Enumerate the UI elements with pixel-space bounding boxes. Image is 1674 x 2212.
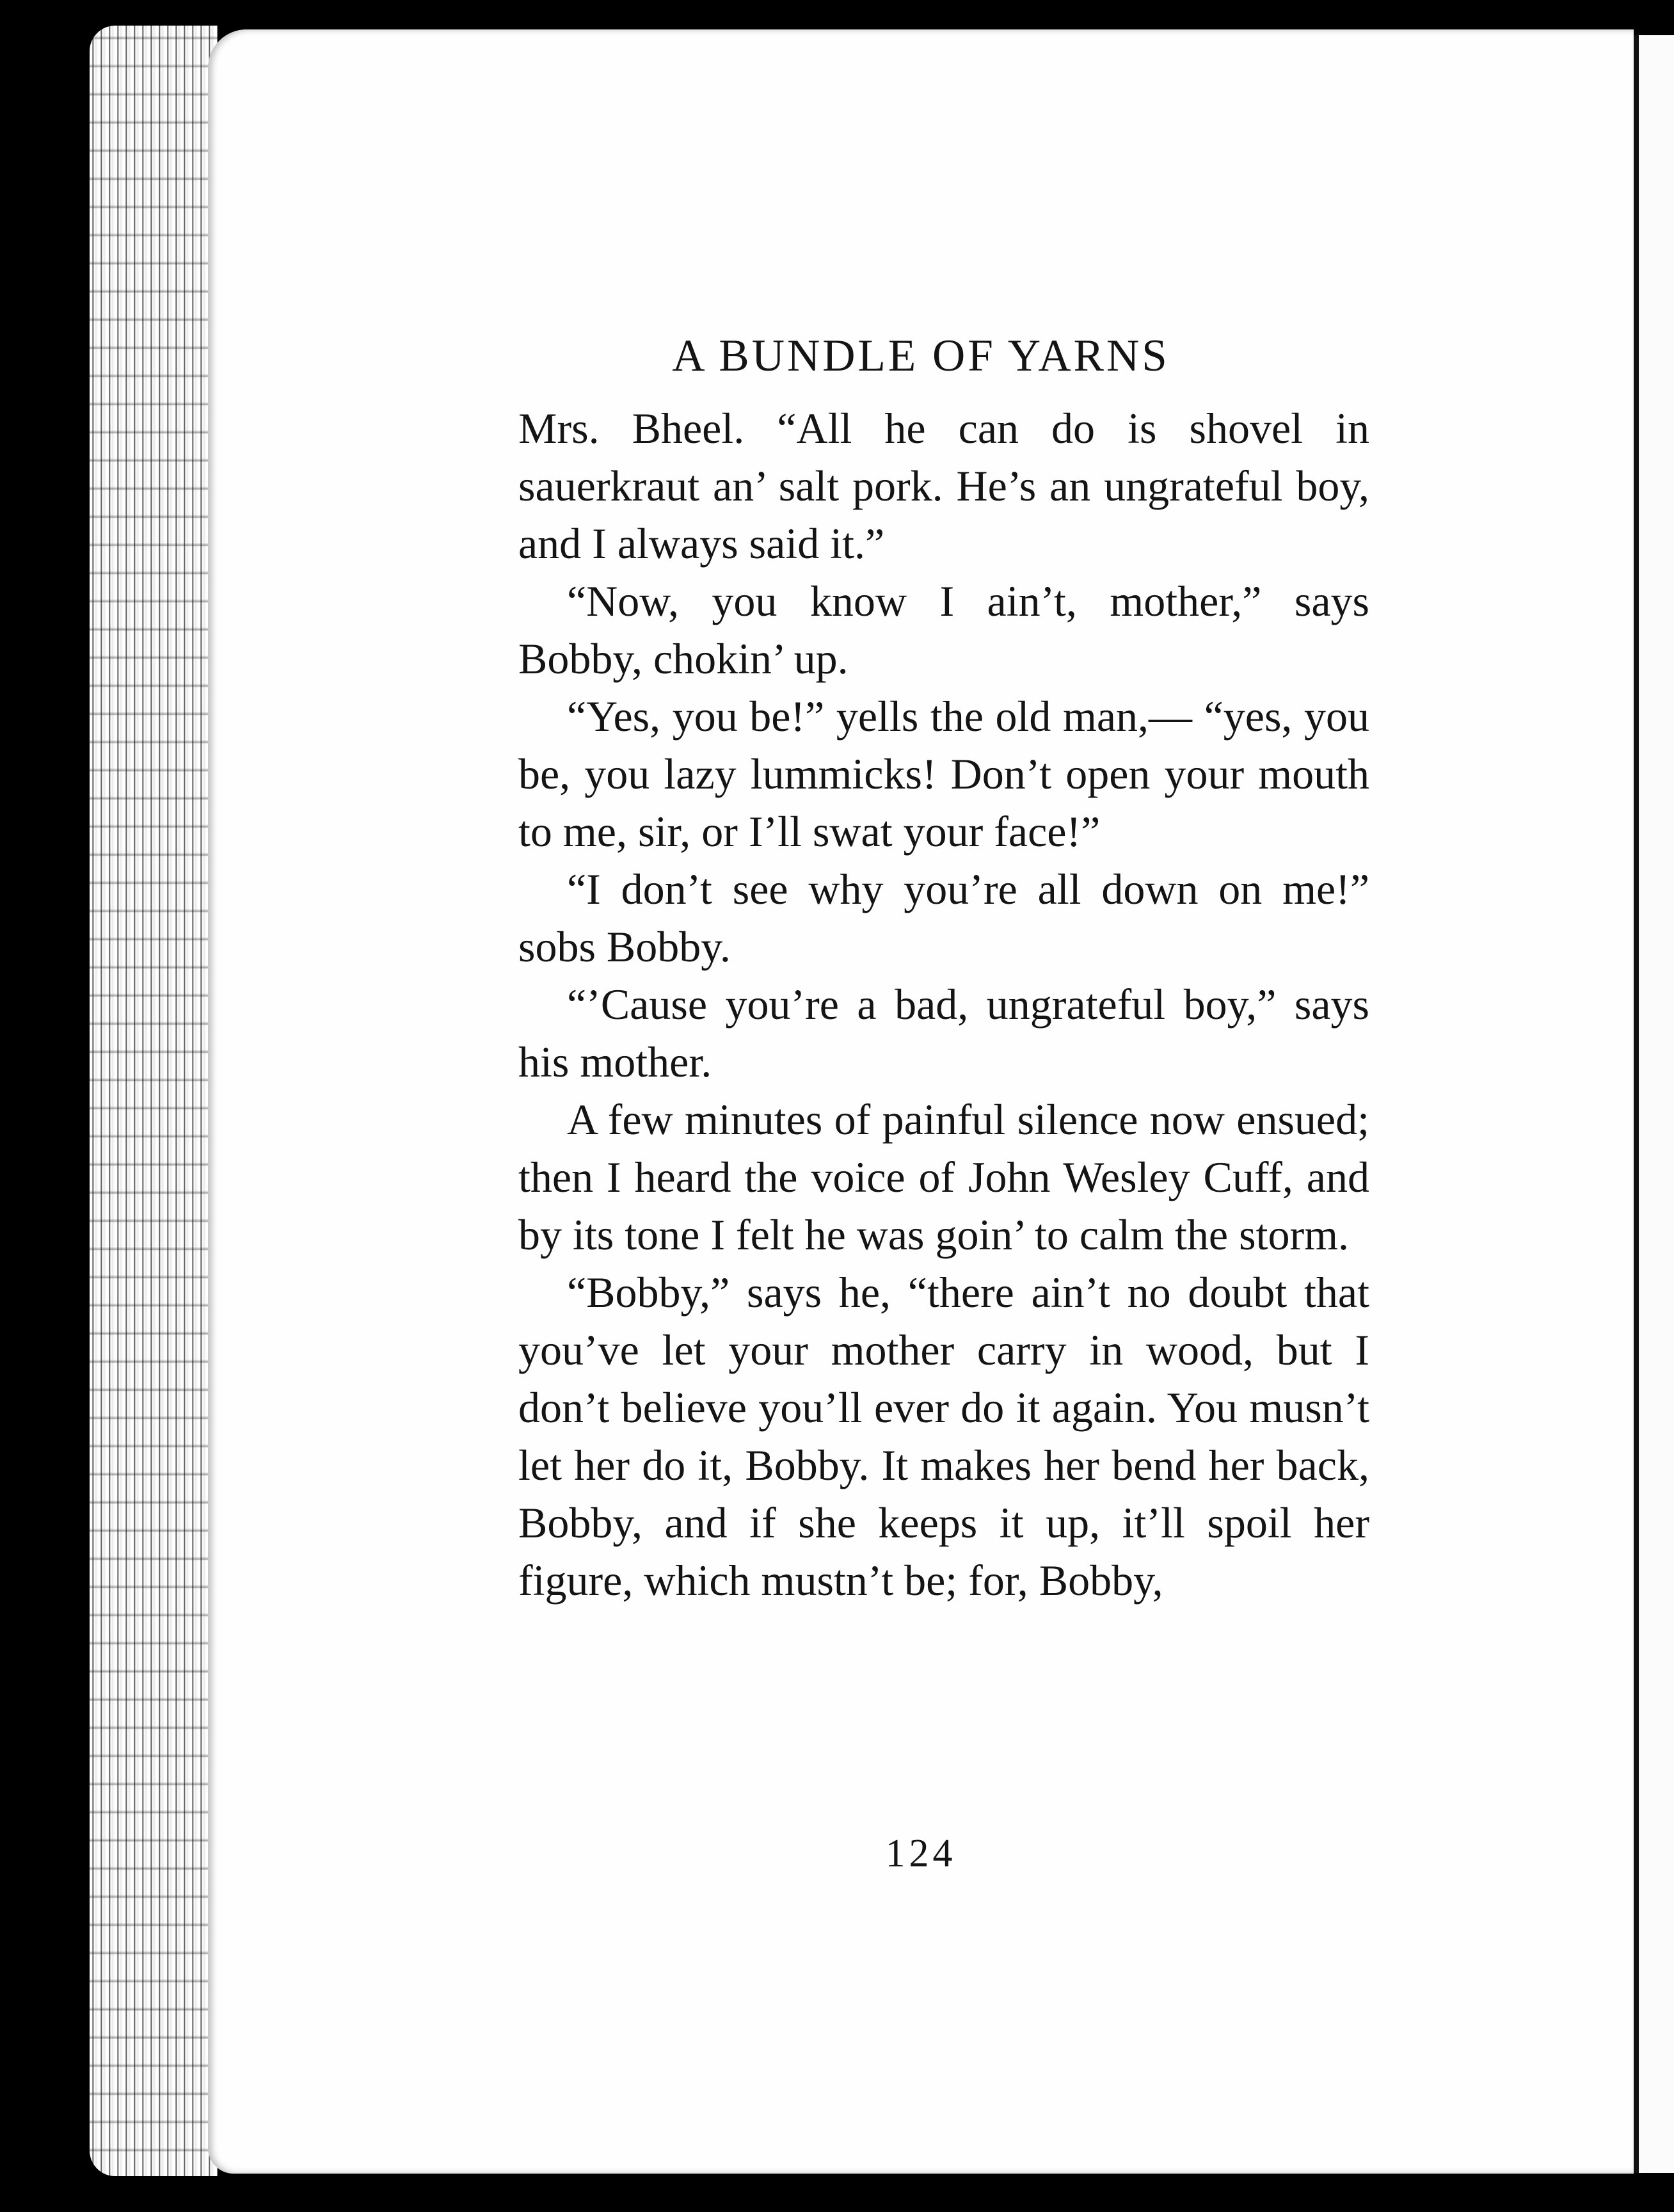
body-text bbox=[518, 399, 1369, 1609]
paragraph: “Now, you know I ain’t, mother,” says Bobby, chokin’ up. bbox=[518, 577, 1369, 683]
paragraph: “’Cause you’re a bad, ungrateful boy,” says his mother. bbox=[518, 980, 1369, 1086]
paragraph: Mrs. Bheel. “All he can do is shovel in sauerkraut an’ salt pork. He’s an ungrateful boy, and I always said it.” bbox=[518, 404, 1369, 568]
page-number: 124 bbox=[885, 1832, 957, 1875]
next-page-edge bbox=[1634, 35, 1674, 2173]
paragraph: A few minutes of painful silence now ensued; then I heard the voice of John Wesley Cuff, and by its tone I felt he was goin’ to calm the storm. bbox=[518, 1095, 1369, 1259]
paragraph: “Bobby,” says he, “there ain’t no doubt that you’ve let your mother carry in wood, but I don’t believe you’ll ever do it again. You musn’t let her do it, Bobby. It makes her bend her back, Bobby, and if she keeps it up, it’ll spoil her figure, which mustn’t be; for, Bobby, bbox=[518, 1268, 1369, 1605]
book-page-edge bbox=[90, 26, 218, 2176]
paragraph: “I don’t see why you’re all down on me!” sobs Bobby. bbox=[518, 865, 1369, 971]
running-header: A BUNDLE OF YARNS bbox=[672, 331, 1170, 381]
book-page bbox=[208, 29, 1634, 2174]
paragraph: “Yes, you be!” yells the old man,— “yes, you be, you lazy lummicks! Don’t open your mouth to me, sir, or I’ll swat your face!” bbox=[518, 692, 1369, 856]
